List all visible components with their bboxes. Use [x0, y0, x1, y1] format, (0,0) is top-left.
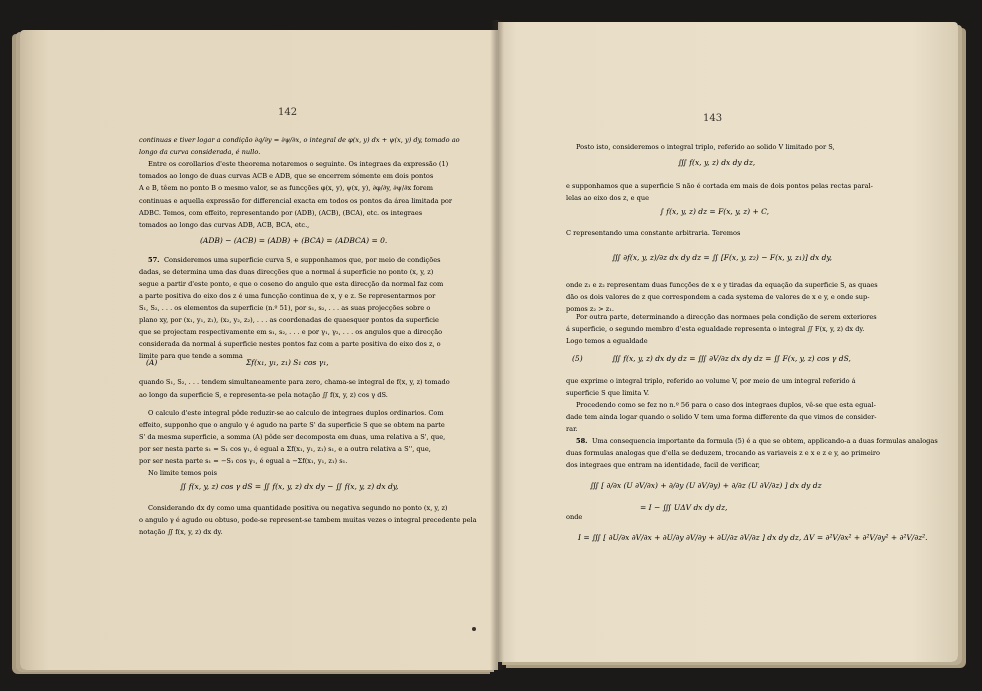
equation: ∭ [ ∂/∂x (U ∂V/∂x) + ∂/∂y (U ∂V/∂y) + ∂/∂z (U ∂V/∂z) ] dx dy dz	[590, 481, 822, 490]
text-line: que exprime o integral triplo, referido ao volume V, por meio de um integral referido á	[566, 377, 856, 385]
text-line: dadas, se determina uma das duas direcções que a normal á superficie no ponto (x, y, z)	[139, 268, 434, 276]
text-line: limite para que tende a somma	[139, 352, 243, 360]
equation: ∫ f(x, y, z) dz = F(x, y, z) + C,	[660, 207, 769, 216]
text-line: Entre os corollarios d'este theorema notaremos o seguinte. Os integraes da expressão (1)	[148, 160, 449, 168]
equation: ∭ f(x, y, z) dx dy dz = ∭ ∂V/∂z dx dy dz = ∬ F(x, y, z) cos γ dS,	[612, 354, 851, 363]
right-page-number: 143	[703, 113, 723, 124]
text-line: onde z₁ e z₂ representam duas funcções de x e y tiradas da equação da superficie S, as quaes	[566, 281, 878, 289]
text-line: duas formulas analogas que d'ella se deduzem, trocando as variaveis z e x e z e y, ao primeiro	[566, 449, 880, 457]
text-line: á superficie, o segundo membro d'esta egualdade representa o integral ∬ F(x, y, z) dx dy.	[566, 325, 865, 333]
section-number: 57.	[148, 256, 160, 264]
text-line: longo da curva considerada, é nullo.	[139, 148, 261, 156]
section-number: 58.	[576, 437, 588, 445]
text-line: tomados ao longo das curvas ADB, ACB, BCA, etc.,	[139, 221, 310, 229]
text-line: C representando uma constante arbitraria. Teremos	[566, 229, 741, 237]
equation: ∭ f(x, y, z) dx dy dz,	[678, 158, 756, 167]
equation-label: (A)	[146, 358, 158, 367]
text-line: a parte positiva do eixo dos z é uma funcção continua de x, y e z. Se representarmos por	[139, 292, 436, 300]
text-line: onde	[566, 513, 583, 521]
text-line: No limite temos pois	[148, 469, 217, 477]
text-line: lelas ao eixo dos z, e que	[566, 194, 650, 202]
text-line: Consideremos uma superficie curva S, e supponhamos que, por meio de condições	[164, 256, 441, 264]
text-line: e supponhamos que a superficie S não é cortada em mais de dois pontos pelas rectas paral-	[566, 182, 873, 190]
text-line: O calculo d'este integral pôde reduzir-se ao calculo de integraes duplos ordinarios. Com	[148, 409, 444, 417]
equation: ∭ ∂f(x, y, z)/∂z dx dy dz = ∬ [F(x, y, z₂) − F(x, y, z₁)] dx dy,	[612, 253, 833, 262]
text-line: o angulo γ é agudo ou obtuso, pode-se represent-se tambem muitas vezes o integral precedente pela	[139, 516, 477, 524]
book-gutter	[490, 20, 504, 670]
text-line: Posto isto, consideremos o integral triplo, referido ao solido V limitado por S,	[576, 143, 835, 151]
text-line: Procedendo como se fez no n.º 56 para o caso dos integraes duplos, vê-se que esta egual-	[576, 401, 876, 409]
equation: Σf(x₁, y₁, z₁) S₁ cos γ₁,	[246, 358, 329, 367]
text-line: effeito, supponho que o angulo γ é agudo na parte S' da superficie S que se obtem na parte	[139, 421, 445, 429]
text-line: dos integraes que entram na identidade, facil de verificar,	[566, 461, 760, 469]
text-line: dade tem ainda logar quando o solido V tem uma forma differente da que vimos de consider-	[566, 413, 877, 421]
equation: = I − ∭ UΔV dx dy dz,	[640, 503, 728, 512]
text-line: rar.	[566, 425, 578, 433]
text-line: Uma consequencia importante da formula (5) é a que se obtem, applicando-a a duas formulas analogas	[592, 437, 938, 445]
text-line: continuas e tiver logar a condição ∂q/∂y = ∂ψ/∂x, o integral de φ(x, y) dx + ψ(x, y) dy, tomado ao	[139, 136, 460, 144]
text-line: pomos z₂ > z₁.	[566, 305, 614, 313]
text-line: ADBC. Temos, com effeito, representando por (ADB), (ACB), (BCA), etc. os integraes	[139, 209, 423, 217]
equation: I = ∭ [ ∂U/∂x ∂V/∂x + ∂U/∂y ∂V/∂y + ∂U/∂z ∂V/∂z ] dx dy dz, ΔV = ∂²V/∂x² + ∂²V/∂y² + ∂²V/∂z².	[578, 533, 928, 542]
equation-label: (5)	[572, 354, 583, 363]
text-line: Logo temos a egualdade	[566, 337, 648, 345]
text-line: A e B, têem no ponto B o mesmo valor, se as funcções φ(x, y), ψ(x, y), ∂φ/∂y, ∂ψ/∂x forem	[139, 184, 434, 192]
text-line: dão os dois valores de z que correspondem a cada systema de valores de x e y, e onde sup-	[566, 293, 870, 301]
left-page-number: 142	[278, 107, 298, 118]
text-line: quando S₁, S₂, . . . tendem simultaneamente para zero, chama-se integral de f(x, y, z) tomado	[139, 378, 450, 386]
text-line: por ser nesta parte s₁ = −S₁ cos γ₁, é egual a −Σf(x₁, y₁, z₁) s₁.	[139, 457, 348, 465]
text-line: continuas e aquella expressão for differencial exacta em todos os pontos da área limitada por	[139, 197, 453, 205]
left-page	[20, 30, 498, 670]
text-line: plano xy, por (x₁, y₁, z₁), (x₂, y₂, z₂), . . . as coordenadas de quaesquer pontos da superficie	[139, 316, 439, 324]
text-line: Considerando dx dy como uma quantidade positiva ou negativa segundo no ponto (x, y, z)	[148, 504, 448, 512]
text-line: ao longo da superficie S, e representa-se pela notação ∬ f(x, y, z) cos γ dS.	[139, 391, 388, 399]
text-line: que se projectam respectivamente em s₁, s₂, . . . e por γ₁, γ₂, . . . os angulos que a direcção	[139, 328, 443, 336]
text-line: considerada da normal á superficie nestes pontos faz com a parte positiva do eixo dos z, o	[139, 340, 441, 348]
equation: ∬ f(x, y, z) cos γ dS = ∬ f(x, y, z) dx dy − ∬ f(x, y, z) dx dy,	[180, 482, 399, 491]
text-line: tomados ao longo de duas curvas ACB e ADB, que se encerrem sómente em dois pontos	[139, 172, 434, 180]
text-line: Por outra parte, determinando a direcção das normaes pela condição de serem exteriores	[576, 313, 877, 321]
text-line: S₁, S₂, . . . os elementos da superficie (n.º 51), por s₁, s₂, . . . as suas projecções sobre o	[139, 304, 431, 312]
equation: (ADB) − (ACB) = (ADB) + (BCA) = (ADBCA) = 0.	[200, 236, 388, 245]
ink-mark	[472, 627, 476, 631]
text-line: segue a partir d'este ponto, e que o coseno do angulo que esta direcção da normal faz com	[139, 280, 444, 288]
text-line: notação ∬ f(x, y, z) dx dy.	[139, 528, 223, 536]
text-line: por ser nesta parte s₁ = S₁ cos γ₁, é egual a Σf(x₁, y₁, z₁) s₁, e a outra relativa a S'', que,	[139, 445, 431, 453]
text-line: S' da mesma superficie, a somma (A) pôde ser decomposta em duas, uma relativa a S', que,	[139, 433, 446, 441]
text-line: superficie S que limita V.	[566, 389, 650, 397]
